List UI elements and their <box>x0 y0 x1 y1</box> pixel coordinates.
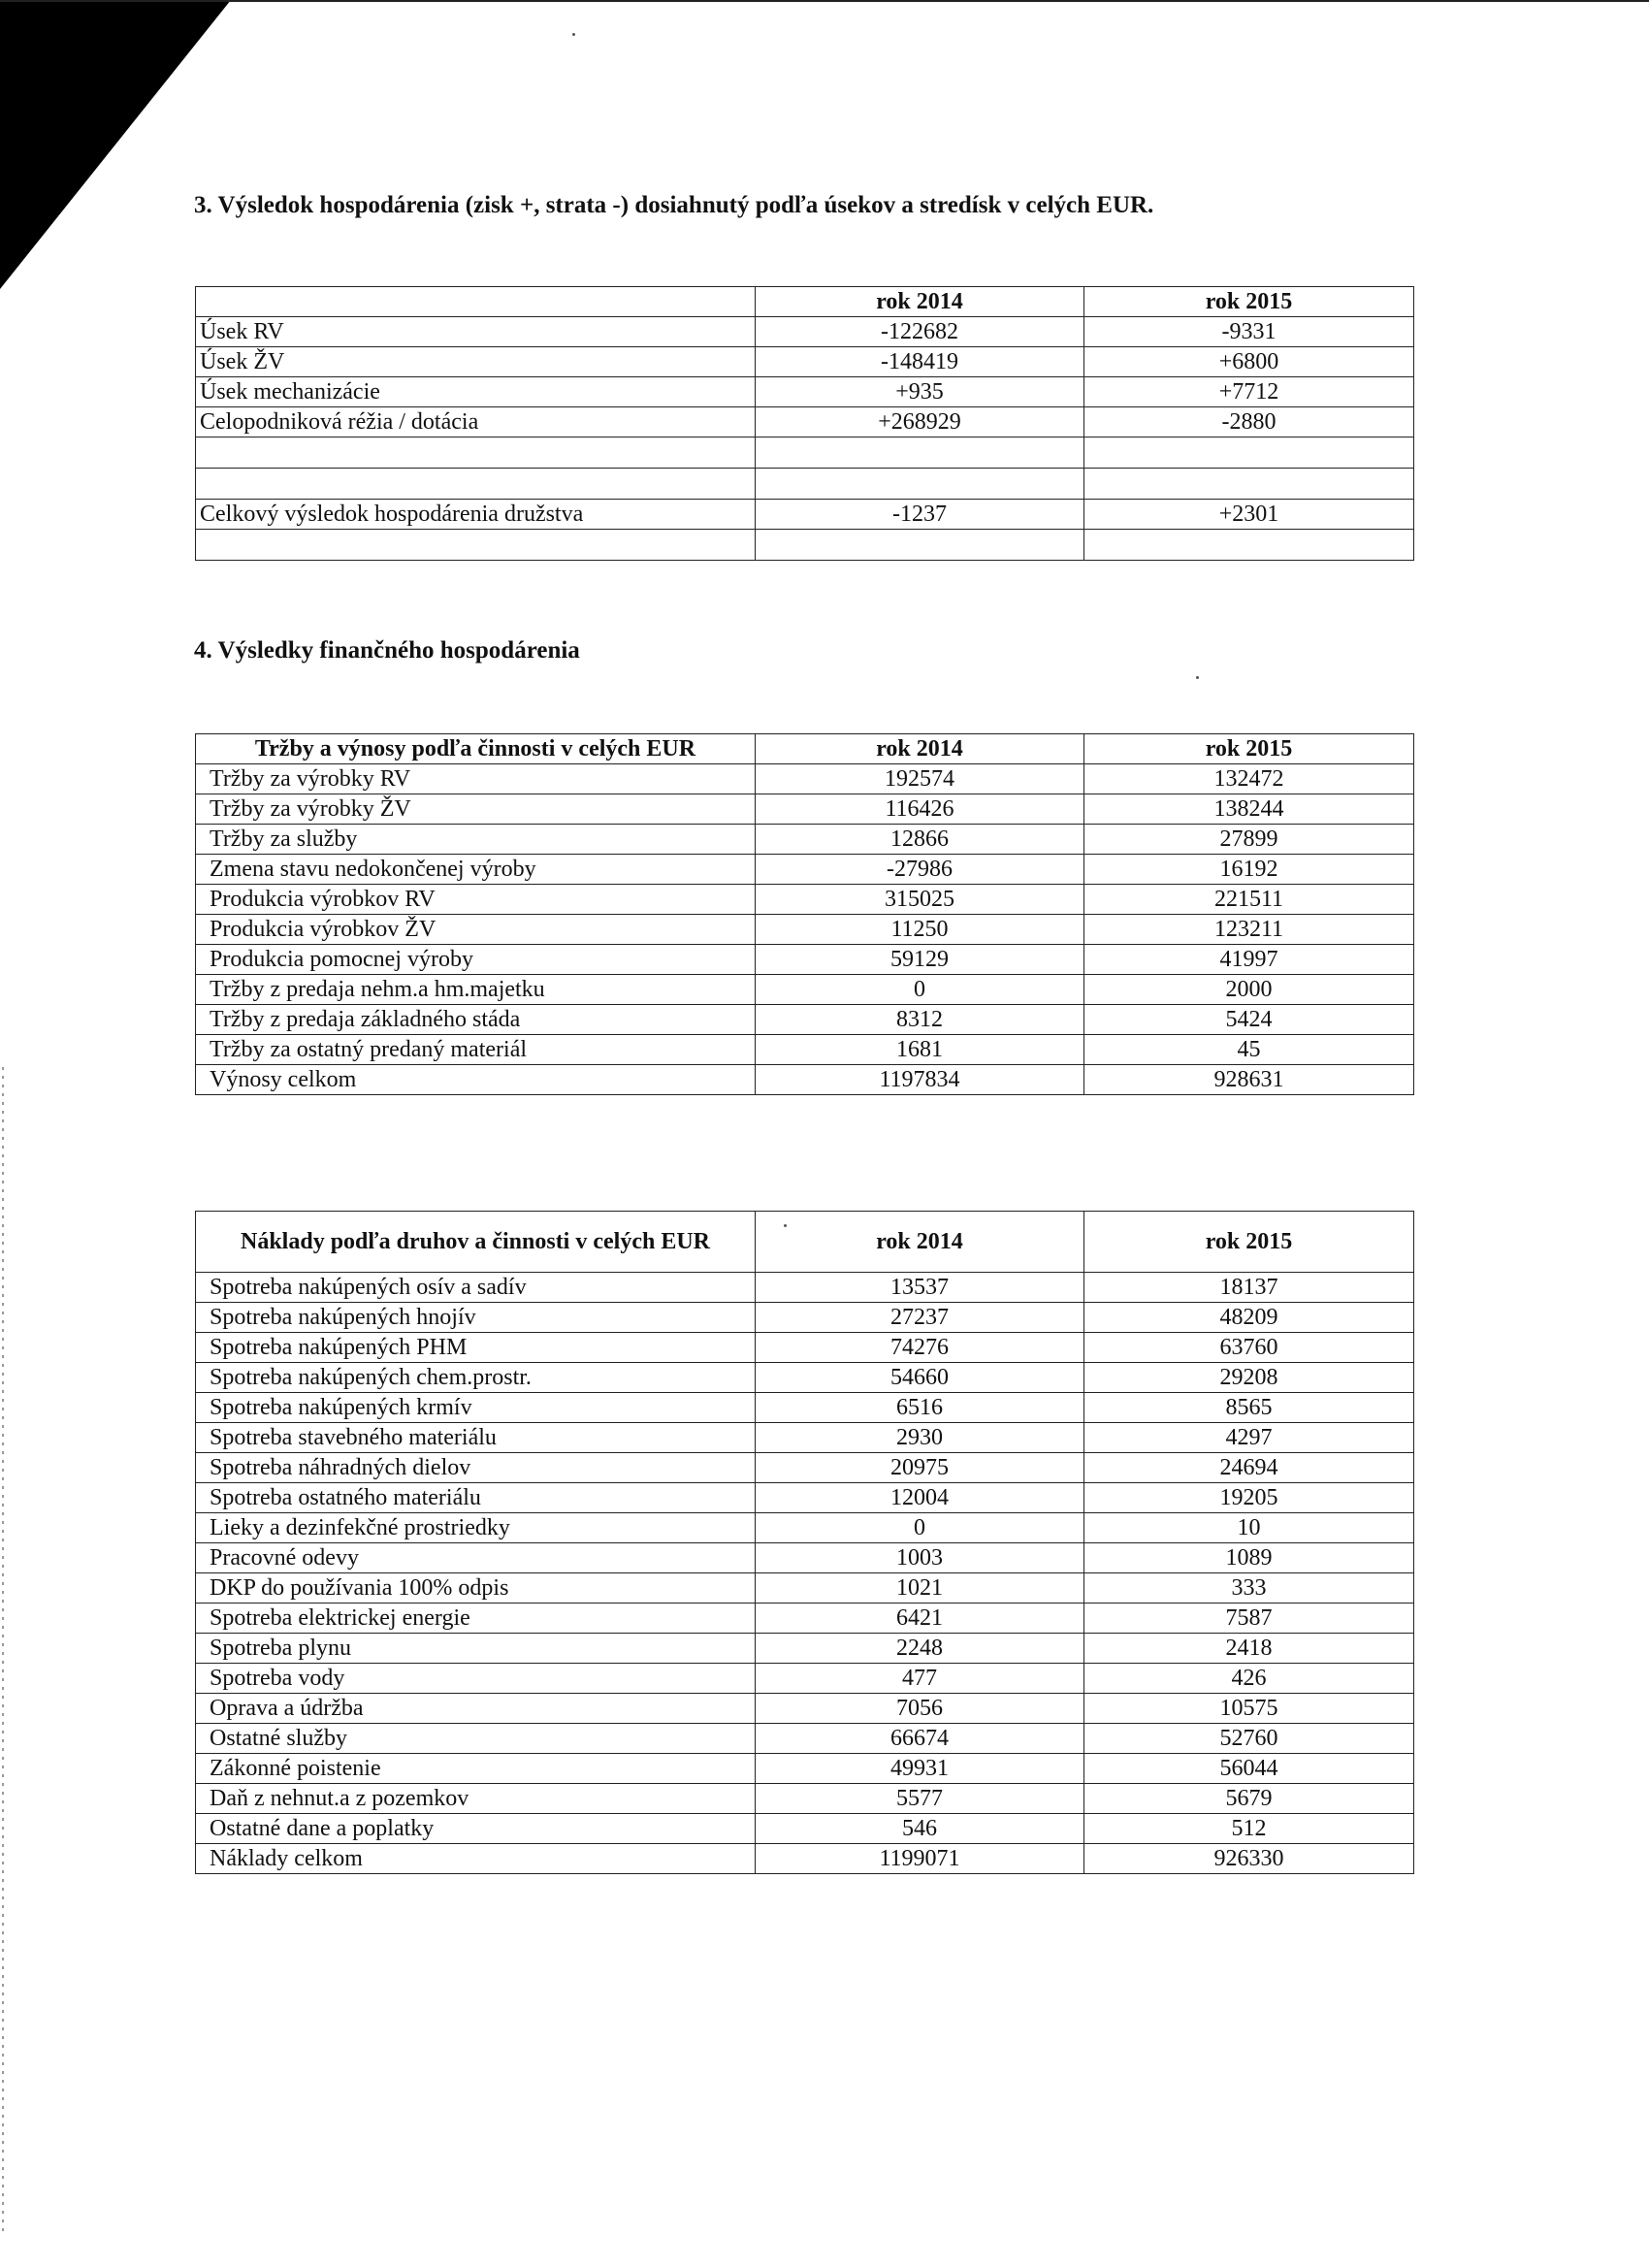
table-row <box>196 1724 1414 1754</box>
table-row <box>196 825 1414 855</box>
row-label: Spotreba nakúpených krmív <box>196 1393 756 1423</box>
empty-cell <box>196 530 756 561</box>
empty-row <box>196 469 1414 500</box>
table-row <box>196 1303 1414 1333</box>
row-label: Ostatné dane a poplatky <box>196 1814 756 1844</box>
table-row <box>196 885 1414 915</box>
value-2014: 20975 <box>756 1453 1084 1483</box>
empty-cell <box>756 530 1084 561</box>
value-2015: 5679 <box>1084 1784 1414 1814</box>
row-label: DKP do používania 100% odpis <box>196 1573 756 1604</box>
value-2015: 56044 <box>1084 1754 1414 1784</box>
value-2015: 132472 <box>1084 764 1414 794</box>
empty-cell <box>756 469 1084 500</box>
row-label: Tržby za výrobky ŽV <box>196 794 756 825</box>
value-2015: 512 <box>1084 1814 1414 1844</box>
header-cell-2014: rok 2014 <box>756 287 1084 317</box>
value-2014: -27986 <box>756 855 1084 885</box>
table-row <box>196 407 1414 437</box>
value-2014: 27237 <box>756 1303 1084 1333</box>
table-row <box>196 1423 1414 1453</box>
value-2015: 2000 <box>1084 975 1414 1005</box>
empty-cell <box>1084 530 1414 561</box>
value-2014: 8312 <box>756 1005 1084 1035</box>
row-label: Daň z nehnut.a z pozemkov <box>196 1784 756 1814</box>
value-2014: 11250 <box>756 915 1084 945</box>
value-2014: 2248 <box>756 1634 1084 1664</box>
table-row <box>196 1035 1414 1065</box>
table-row <box>196 1754 1414 1784</box>
value-2014: 1199071 <box>756 1844 1084 1874</box>
value-2014: +268929 <box>756 407 1084 437</box>
row-label: Spotreba elektrickej energie <box>196 1604 756 1634</box>
value-2014: 54660 <box>756 1363 1084 1393</box>
value-2014: 7056 <box>756 1694 1084 1724</box>
row-label: Ostatné služby <box>196 1724 756 1754</box>
table-row <box>196 317 1414 347</box>
value-2015: 10575 <box>1084 1694 1414 1724</box>
empty-row <box>196 530 1414 561</box>
value-2014: -148419 <box>756 347 1084 377</box>
value-2015: 48209 <box>1084 1303 1414 1333</box>
value-2015: 19205 <box>1084 1483 1414 1513</box>
section3-title: 3. Výsledok hospodárenia (zisk +, strata -) dosiahnutý podľa úsekov a stredísk v celých EUR. <box>194 192 1154 218</box>
table-row <box>196 1453 1414 1483</box>
header-cell-title: Tržby a výnosy podľa činnosti v celých EUR <box>196 734 756 764</box>
value-2014: 6421 <box>756 1604 1084 1634</box>
row-label: Pracovné odevy <box>196 1543 756 1573</box>
value-2015: 16192 <box>1084 855 1414 885</box>
table-row <box>196 347 1414 377</box>
value-2015: +6800 <box>1084 347 1414 377</box>
row-label: Spotreba ostatného materiálu <box>196 1483 756 1513</box>
value-2014: 2930 <box>756 1423 1084 1453</box>
value-2015: 18137 <box>1084 1273 1414 1303</box>
value-2015: 2418 <box>1084 1634 1414 1664</box>
value-2015: 426 <box>1084 1664 1414 1694</box>
value-2015: 333 <box>1084 1573 1414 1604</box>
row-label: Tržby z predaja nehm.a hm.majetku <box>196 975 756 1005</box>
table-row <box>196 1513 1414 1543</box>
value-2015: 27899 <box>1084 825 1414 855</box>
revenue-table-body <box>196 764 1414 1095</box>
value-2014: 1681 <box>756 1035 1084 1065</box>
value-2014: 477 <box>756 1664 1084 1694</box>
value-2015: +7712 <box>1084 377 1414 407</box>
row-label: Oprava a údržba <box>196 1694 756 1724</box>
row-label: Úsek ŽV <box>196 347 756 377</box>
table-row <box>196 1634 1414 1664</box>
row-label: Spotreba nakúpených osív a sadív <box>196 1273 756 1303</box>
row-label: Produkcia pomocnej výroby <box>196 945 756 975</box>
row-label: Produkcia výrobkov ŽV <box>196 915 756 945</box>
table-row <box>196 377 1414 407</box>
header-cell-title: Náklady podľa druhov a činnosti v celých EUR <box>196 1212 756 1273</box>
empty-cell <box>196 437 756 469</box>
table-row <box>196 1363 1414 1393</box>
value-2015: +2301 <box>1084 500 1414 530</box>
header-cell-2014: rok 2014 <box>756 734 1084 764</box>
row-label: Tržby za ostatný predaný materiál <box>196 1035 756 1065</box>
table-row <box>196 855 1414 885</box>
value-2015: 24694 <box>1084 1453 1414 1483</box>
value-2014: 1021 <box>756 1573 1084 1604</box>
value-2014: 0 <box>756 1513 1084 1543</box>
header-cell-2015: rok 2015 <box>1084 287 1414 317</box>
value-2015: 8565 <box>1084 1393 1414 1423</box>
table-row <box>196 1604 1414 1634</box>
row-label: Spotreba náhradných dielov <box>196 1453 756 1483</box>
table-row <box>196 1393 1414 1423</box>
row-label: Spotreba plynu <box>196 1634 756 1664</box>
costs-table <box>195 1211 1414 1874</box>
value-2015: 63760 <box>1084 1333 1414 1363</box>
row-label: Spotreba stavebného materiálu <box>196 1423 756 1453</box>
value-2014: 192574 <box>756 764 1084 794</box>
table-row <box>196 1273 1414 1303</box>
scan-corner-shadow <box>0 0 233 291</box>
empty-row <box>196 437 1414 469</box>
scan-speck <box>572 33 575 36</box>
row-label: Spotreba nakúpených chem.prostr. <box>196 1363 756 1393</box>
value-2014: 12004 <box>756 1483 1084 1513</box>
value-2015: -9331 <box>1084 317 1414 347</box>
value-2014: 1197834 <box>756 1065 1084 1095</box>
table-header-row <box>196 734 1414 764</box>
value-2015: 52760 <box>1084 1724 1414 1754</box>
value-2014: 74276 <box>756 1333 1084 1363</box>
scan-top-edge <box>0 0 1649 2</box>
row-label: Tržby z predaja základného stáda <box>196 1005 756 1035</box>
row-label: Zmena stavu nedokončenej výroby <box>196 855 756 885</box>
table-row <box>196 975 1414 1005</box>
value-2014: 0 <box>756 975 1084 1005</box>
table-row <box>196 1333 1414 1363</box>
table-row <box>196 794 1414 825</box>
value-2015: 5424 <box>1084 1005 1414 1035</box>
table-row <box>196 1694 1414 1724</box>
empty-cell <box>1084 469 1414 500</box>
table-row-total <box>196 500 1414 530</box>
value-2015: 10 <box>1084 1513 1414 1543</box>
value-2014: 49931 <box>756 1754 1084 1784</box>
table-row <box>196 945 1414 975</box>
row-label: Celkový výsledok hospodárenia družstva <box>196 500 756 530</box>
value-2014: 1003 <box>756 1543 1084 1573</box>
table-header-row <box>196 1212 1414 1273</box>
table-row <box>196 1573 1414 1604</box>
row-label: Náklady celkom <box>196 1844 756 1874</box>
header-cell-2015: rok 2015 <box>1084 734 1414 764</box>
row-label: Úsek RV <box>196 317 756 347</box>
table-row <box>196 915 1414 945</box>
value-2015: 7587 <box>1084 1604 1414 1634</box>
scan-margin-dots <box>2 1067 4 2231</box>
header-cell-2015: rok 2015 <box>1084 1212 1414 1273</box>
value-2014: -122682 <box>756 317 1084 347</box>
costs-table-body <box>196 1273 1414 1874</box>
scan-speck <box>1196 676 1199 679</box>
revenue-table <box>195 733 1414 1095</box>
row-label: Celopodniková réžia / dotácia <box>196 407 756 437</box>
table-row <box>196 1543 1414 1573</box>
row-label: Spotreba nakúpených hnojív <box>196 1303 756 1333</box>
row-label: Spotreba vody <box>196 1664 756 1694</box>
table-row <box>196 1784 1414 1814</box>
header-cell <box>196 287 756 317</box>
value-2015: 45 <box>1084 1035 1414 1065</box>
table-row <box>196 1065 1414 1095</box>
value-2015: 29208 <box>1084 1363 1414 1393</box>
result-by-section-table <box>195 286 1414 561</box>
value-2014: 5577 <box>756 1784 1084 1814</box>
row-label: Spotreba nakúpených PHM <box>196 1333 756 1363</box>
row-label: Lieky a dezinfekčné prostriedky <box>196 1513 756 1543</box>
table-row <box>196 1005 1414 1035</box>
empty-cell <box>1084 437 1414 469</box>
table-row <box>196 1664 1414 1694</box>
value-2015: 221511 <box>1084 885 1414 915</box>
value-2014: 13537 <box>756 1273 1084 1303</box>
row-label: Zákonné poistenie <box>196 1754 756 1784</box>
value-2014: 546 <box>756 1814 1084 1844</box>
value-2014: 66674 <box>756 1724 1084 1754</box>
row-label: Výnosy celkom <box>196 1065 756 1095</box>
value-2014: 59129 <box>756 945 1084 975</box>
section4-title: 4. Výsledky finančného hospodárenia <box>194 637 580 664</box>
value-2014: 116426 <box>756 794 1084 825</box>
table-row <box>196 1483 1414 1513</box>
header-cell-2014: rok 2014 <box>756 1212 1084 1273</box>
value-2014: 315025 <box>756 885 1084 915</box>
value-2015: 123211 <box>1084 915 1414 945</box>
value-2014: -1237 <box>756 500 1084 530</box>
table-row <box>196 1844 1414 1874</box>
value-2014: 6516 <box>756 1393 1084 1423</box>
value-2015: 926330 <box>1084 1844 1414 1874</box>
table-row <box>196 764 1414 794</box>
row-label: Tržby za služby <box>196 825 756 855</box>
value-2015: 41997 <box>1084 945 1414 975</box>
empty-cell <box>756 437 1084 469</box>
empty-cell <box>196 469 756 500</box>
value-2015: -2880 <box>1084 407 1414 437</box>
value-2015: 1089 <box>1084 1543 1414 1573</box>
value-2015: 928631 <box>1084 1065 1414 1095</box>
row-label: Tržby za výrobky RV <box>196 764 756 794</box>
table-row <box>196 1814 1414 1844</box>
row-label: Produkcia výrobkov RV <box>196 885 756 915</box>
value-2014: 12866 <box>756 825 1084 855</box>
table-header-row <box>196 287 1414 317</box>
value-2014: +935 <box>756 377 1084 407</box>
value-2015: 138244 <box>1084 794 1414 825</box>
value-2015: 4297 <box>1084 1423 1414 1453</box>
row-label: Úsek mechanizácie <box>196 377 756 407</box>
